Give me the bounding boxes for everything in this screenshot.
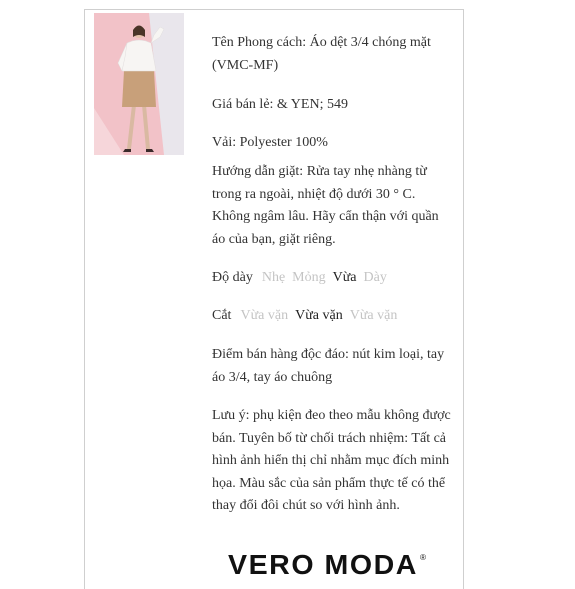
thickness-option: Dày <box>363 270 387 285</box>
registered-mark: ® <box>419 553 428 562</box>
disclaimer-note: Lưu ý: phụ kiện đeo theo mẫu không được bán. Tuyên bố từ chối trách nhiệm: Tất cả hình ảnh hiển thị chỉ nhằm mục đích minh họa. Màu sắc của sản phẩm thực tế có thể thay đổi đôi chút so với hình ảnh. <box>212 408 451 513</box>
style-name: Tên Phong cách: Áo dệt 3/4 chóng mặt (VMC-MF) <box>212 35 431 73</box>
cut-label: Cắt <box>212 308 232 323</box>
thickness-option: Mỏng <box>292 270 326 285</box>
brand-name: VERO MODA <box>228 549 418 580</box>
selling-point: Điểm bán hàng độc đáo: nút kim loại, tay áo 3/4, tay áo chuông <box>212 347 445 385</box>
wash-instructions: Hướng dẫn giặt: Rửa tay nhẹ nhàng từ trong ra ngoài, nhiệt độ dưới 30 ° C. Không ngâm lâu. Hãy cẩn thận với quần áo của bạn, giặt riêng. <box>212 164 439 247</box>
thickness-option: Nhẹ <box>261 270 286 285</box>
retail-price: Giá bán lẻ: & YEN; 549 <box>212 97 348 112</box>
brand-logo <box>228 549 428 581</box>
thickness-option-selected: Vừa <box>332 270 357 285</box>
cut-scale <box>212 305 452 328</box>
cut-option: Vừa vặn <box>349 308 398 323</box>
thickness-label: Độ dày <box>212 270 253 285</box>
cut-option-selected: Vừa vặn <box>295 308 343 323</box>
cut-option: Vừa vặn <box>240 308 289 323</box>
fabric: Vải: Polyester 100% <box>212 135 328 150</box>
product-photo <box>94 13 184 155</box>
thickness-scale <box>212 267 452 290</box>
product-info-card <box>84 9 464 589</box>
